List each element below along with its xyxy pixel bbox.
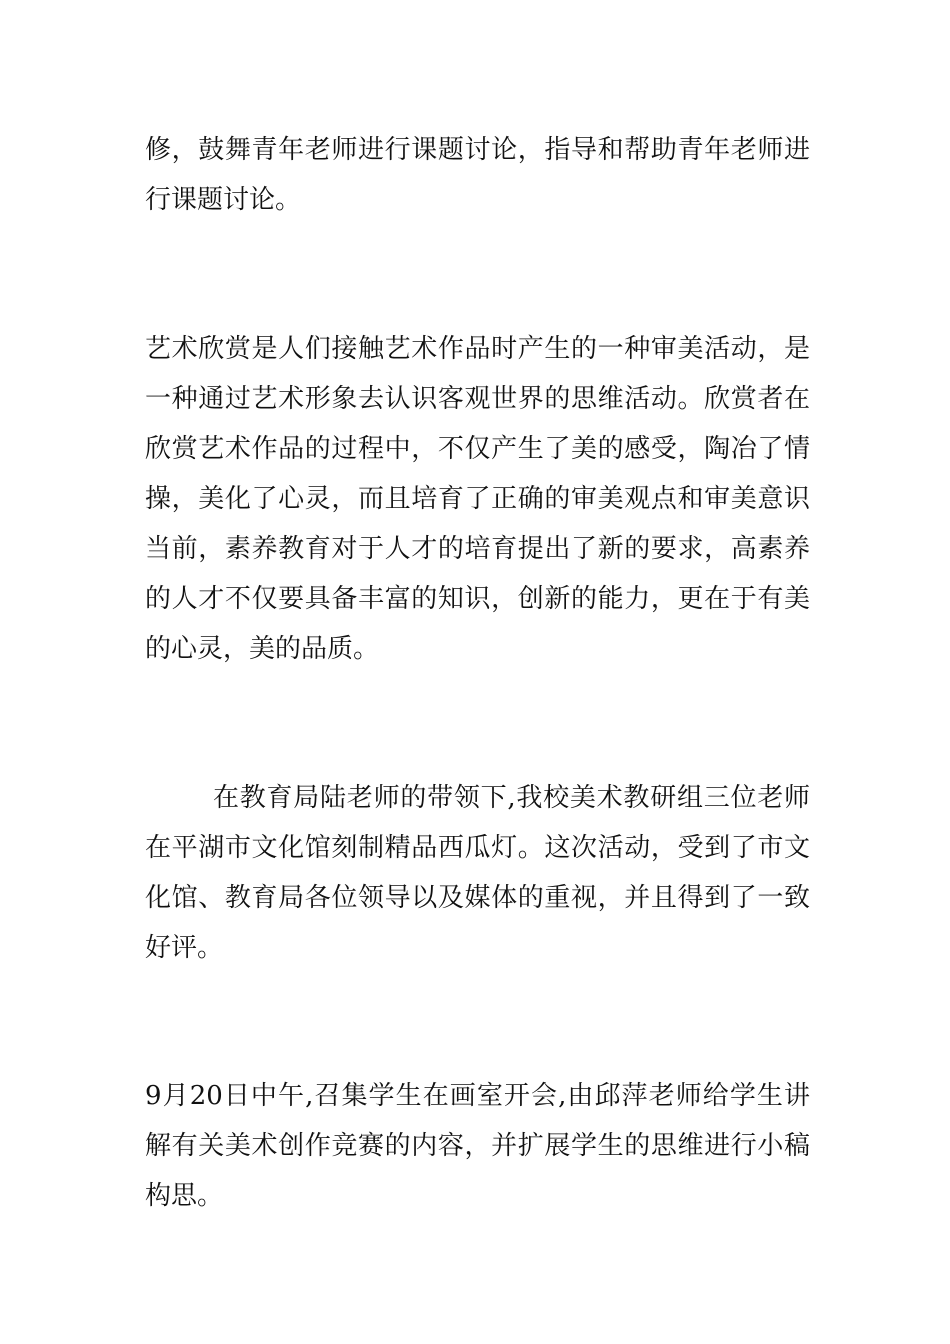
text-line: 行课题讨论。 [145,185,302,215]
text-line: 在平湖市文化馆刻制精品西瓜灯。这次活动，受到了市文 [145,833,810,863]
text-line: 在教育局陆老师的带领下,我校美术教研组三位老师 [213,783,810,813]
text-line: 9月20日中午,召集学生在画室开会,由邱萍老师给学生讲 [145,1081,810,1111]
text-line: 的人才不仅要具备丰富的知识，创新的能力，更在于有美 [145,584,810,614]
text-line: 的心灵，美的品质。 [145,634,380,664]
text-line: 修，鼓舞青年老师进行课题讨论，指导和帮助青年老师进 [145,135,810,165]
text-line: 操，美化了心灵，而且培育了正确的审美观点和审美意识 [145,484,810,514]
text-line: 好评。 [145,933,224,963]
text-line: 当前，素养教育对于人才的培育提出了新的要求，高素养 [145,534,810,564]
text-line: 构思。 [145,1181,224,1211]
text-line: 艺术欣赏是人们接触艺术作品时产生的一种审美活动，是 [145,334,810,364]
text-line: 一种通过艺术形象去认识客观世界的思维活动。欣赏者在 [145,384,810,414]
text-line: 化馆、教育局各位领导以及媒体的重视，并且得到了一致 [145,883,810,913]
text-line: 解有关美术创作竞赛的内容，并扩展学生的思维进行小稿 [145,1131,810,1161]
text-line: 欣赏艺术作品的过程中，不仅产生了美的感受，陶冶了情 [145,434,810,464]
